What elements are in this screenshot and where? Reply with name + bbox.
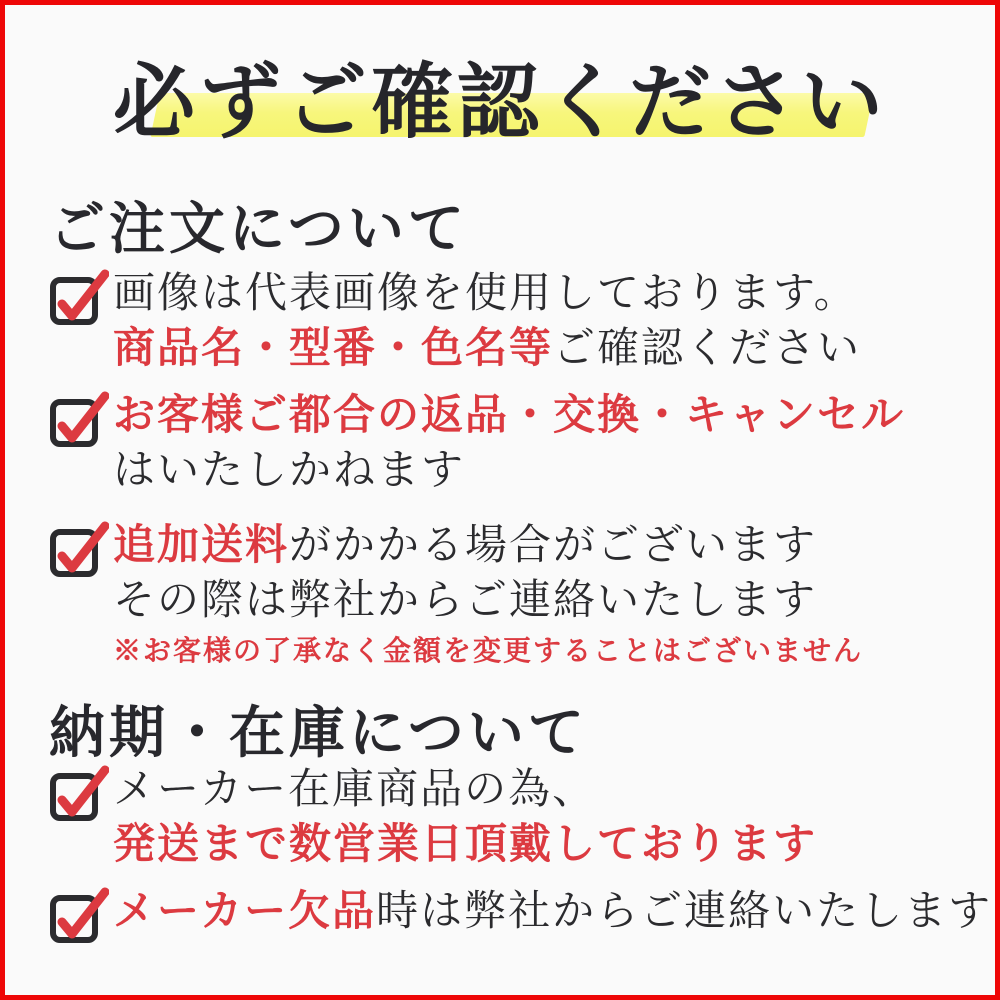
- item-line: [113, 519, 863, 574]
- checklist-item-returns: [49, 389, 981, 499]
- text-red-emphasis: メーカー欠品: [113, 889, 377, 935]
- section-heading-delivery: 納期・在庫について: [49, 703, 588, 765]
- text-red-emphasis: 発送まで数営業日頂戴しております: [113, 822, 818, 868]
- checklist-item-representative-image: [49, 267, 981, 377]
- checklist-item-maker-outofstock: [49, 885, 993, 945]
- item-line: [113, 574, 863, 629]
- text-black: ご確認ください: [553, 326, 862, 372]
- item-footnote: ※お客様の了承なく金額を変更することはございません: [113, 636, 864, 667]
- text-red-emphasis: 追加送料: [113, 523, 290, 569]
- text-red-emphasis: 商品名・型番・色名等: [113, 326, 554, 372]
- section-heading-order: ご注文について: [49, 199, 468, 261]
- item-line: [113, 389, 905, 444]
- item-text: [113, 885, 992, 940]
- item-text: [113, 519, 863, 669]
- item-line: [113, 444, 905, 499]
- item-text: [113, 389, 905, 499]
- item-text: [113, 763, 817, 873]
- checkbox-checked-icon: [49, 763, 109, 823]
- item-line: [113, 267, 861, 322]
- item-line: [113, 322, 861, 377]
- item-text: [113, 267, 861, 377]
- checkbox-checked-icon: [49, 885, 109, 945]
- item-line: [113, 885, 992, 940]
- text-black: 時は弊社からご連絡いたします: [376, 889, 993, 935]
- checkbox-checked-icon: [49, 267, 109, 327]
- text-black: 画像は代表画像を使用しております。: [113, 271, 858, 317]
- page-title: 必ずご確認ください: [112, 57, 887, 148]
- text-red-emphasis: お客様ご都合の返品・交換・キャンセル: [113, 393, 906, 439]
- checkbox-checked-icon: [49, 389, 109, 449]
- checklist-item-maker-stock: [49, 763, 981, 873]
- item-line: [113, 763, 817, 818]
- text-black: がかかる場合がございます: [289, 523, 818, 569]
- text-black: メーカー在庫商品の為、: [113, 767, 597, 813]
- checklist-item-extra-shipping: [49, 519, 981, 669]
- item-line: [113, 818, 817, 873]
- text-black: はいたしかねます: [113, 448, 466, 494]
- text-black: その際は弊社からご連絡いたします: [113, 578, 818, 624]
- checkbox-checked-icon: [49, 519, 109, 579]
